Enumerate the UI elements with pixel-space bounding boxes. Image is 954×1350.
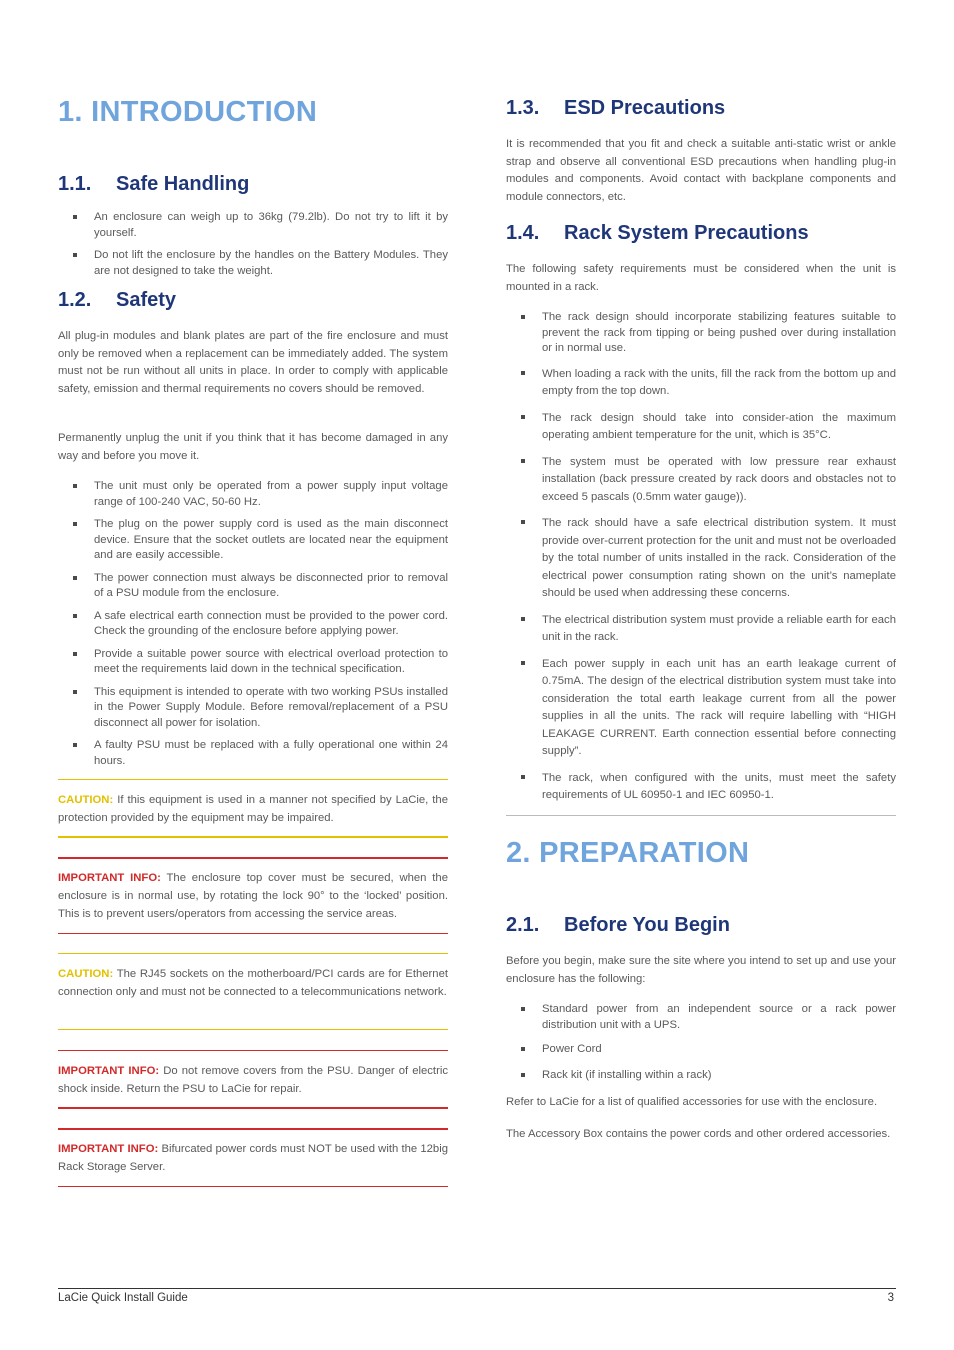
note-text: The enclosure top cover must be secured, when the enclosure is in normal use, by rotating the lock 90° to the ‘locked’ position. This is to prevent users/operators from accessing the service areas. xyxy=(58,872,448,920)
bullet-icon xyxy=(521,775,525,779)
heading-number: 1.3. xyxy=(506,97,540,119)
heading-number: 1.2. xyxy=(58,289,92,311)
bullet-icon xyxy=(521,415,525,419)
bullet-icon xyxy=(521,520,525,524)
bullet-icon xyxy=(73,215,77,219)
important-label: IMPORTANT INFO: xyxy=(58,1143,159,1155)
caution-note xyxy=(58,965,448,1001)
bullet-icon xyxy=(73,253,77,257)
important-note xyxy=(58,1140,448,1176)
list-item: Each power supply in each unit has an earth leakage current of 0.75mA. The design of the electrical distribution system must take into consideration the total earth leakage current from all the power supplies in all the units. The rack will require labelling with “HIGH LEAKAGE CURRENT. Earth connection essential before connecting supply”. xyxy=(506,656,896,761)
important-rule xyxy=(58,1128,448,1130)
heading-safe-handling xyxy=(58,173,249,196)
heading-number: 2.1. xyxy=(506,914,540,936)
caution-label: CAUTION: xyxy=(58,794,114,806)
list-item: A faulty PSU must be replaced with a fully operational one within 24 hours. xyxy=(58,738,448,769)
heading-text: Safe Handling xyxy=(116,173,250,195)
bullet-icon xyxy=(73,576,77,580)
bullet-icon xyxy=(521,459,525,463)
bullet-icon xyxy=(521,617,525,621)
list-item: The electrical distribution system must provide a reliable earth for each unit in the rack. xyxy=(506,612,896,647)
list-item: An enclosure can weigh up to 36kg (79.2lb). Do not try to lift it by yourself. xyxy=(58,210,448,241)
bullet-icon xyxy=(521,1047,525,1051)
important-label: IMPORTANT INFO: xyxy=(58,872,161,884)
note-text: Bifurcated power cords must NOT be used with the 12big Rack Storage Server. xyxy=(58,1143,448,1173)
caution-rule xyxy=(58,836,448,838)
list-item: Rack kit (if installing within a rack) xyxy=(506,1068,896,1084)
important-rule xyxy=(58,933,448,934)
heading-text: Rack System Precautions xyxy=(564,222,809,244)
footer-title: LaCie Quick Install Guide xyxy=(58,1292,188,1304)
heading-safety xyxy=(58,289,176,312)
heading-text: Safety xyxy=(116,289,177,311)
note-text: If this equipment is used in a manner not specified by LaCie, the protection provided by the equipment may be impaired. xyxy=(58,794,448,824)
heading-number: 1.1. xyxy=(58,173,92,195)
important-rule xyxy=(58,1186,448,1187)
heading-number: 1.4. xyxy=(506,222,540,244)
safety-list xyxy=(58,479,448,769)
esd-paragraph: It is recommended that you fit and check a suitable anti-static wrist or ankle strap and observe all conventional ESD precautions when handling plug-in modules and components. Avoid contact with backplane components and module connectors, etc. xyxy=(506,138,896,203)
section-divider xyxy=(506,815,896,816)
bullet-icon xyxy=(521,1007,525,1011)
bullet-icon xyxy=(521,371,525,375)
list-item: The rack, when configured with the units, must meet the safety requirements of UL 60950-1 and IEC 60950-1. xyxy=(506,770,896,805)
list-item: A safe electrical earth connection must be provided to the power cord. Check the grounding of the enclosure before applying power. xyxy=(58,609,448,640)
bullet-icon xyxy=(521,661,525,665)
note-text: The RJ45 sockets on the motherboard/PCI cards are for Ethernet connection only and must not be connected to a telecommunications network. xyxy=(58,968,448,998)
list-item: This equipment is intended to operate with two working PSUs installed in the Power Supply Module. Before removal/replacement of a PSU disconnect all power for isolation. xyxy=(58,685,448,732)
bullet-icon xyxy=(73,652,77,656)
bullet-icon xyxy=(521,315,525,319)
heading-rack-system-precautions xyxy=(506,222,809,245)
caution-note xyxy=(58,791,448,827)
before-paragraph: Before you begin, make sure the site where you intend to set up and use your enclosure has the following: xyxy=(506,955,896,985)
list-item: The system must be operated with low pressure rear exhaust installation (back pressure created by rack doors and obstacles not to exceed 5 pascals (0.5mm water gauge)). xyxy=(506,454,896,507)
footer-rule xyxy=(58,1288,896,1289)
important-rule xyxy=(58,1107,448,1109)
rack-paragraph: The following safety requirements must be considered when the unit is mounted in a rack. xyxy=(506,263,896,293)
list-item: The rack should have a safe electrical distribution system. It must provide over-current protection for the unit and must not be overloaded by the total number of units installed in the rack. Consideration of the electrical power consumption rating shown on the unit’s nameplate should be used when addressing these concerns. xyxy=(506,515,896,603)
bullet-icon xyxy=(521,1073,525,1077)
before-paragraph-2: Refer to LaCie for a list of qualified accessories for use with the enclosure. xyxy=(506,1096,878,1108)
page-number: 3 xyxy=(887,1292,894,1304)
heading-text: Before You Begin xyxy=(564,914,730,936)
list-item: The plug on the power supply cord is used as the main disconnect device. Ensure that the socket outlets are located near the equipment and are easily accessible. xyxy=(58,517,448,564)
bullet-icon xyxy=(73,690,77,694)
section-title-introduction: 1. INTRODUCTION xyxy=(58,96,318,128)
list-item: The unit must only be operated from a power supply input voltage range of 100-240 VAC, 50-60 Hz. xyxy=(58,479,448,510)
rack-list xyxy=(506,310,896,805)
safety-paragraph-2: Permanently unplug the unit if you think that it has become damaged in any way and before you move it. xyxy=(58,432,448,462)
heading-text: ESD Precautions xyxy=(564,97,726,119)
bullet-icon xyxy=(73,484,77,488)
bullet-icon xyxy=(73,614,77,618)
list-item: The rack design should incorporate stabilizing features suitable to prevent the rack from tipping or being pushed over during installation or in normal use. xyxy=(506,310,896,357)
caution-rule xyxy=(58,779,448,780)
heading-before-you-begin xyxy=(506,914,730,937)
important-note xyxy=(58,869,448,923)
caution-label: CAUTION: xyxy=(58,968,114,980)
before-paragraph-3: The Accessory Box contains the power cords and other ordered accessories. xyxy=(506,1128,891,1140)
important-note xyxy=(58,1062,448,1098)
safety-paragraph-1: All plug-in modules and blank plates are part of the fire enclosure and must only be removed when a replacement can be immediately added. The system must not be run without all units in place. In order to comply with applicable safety, emission and thermal requirements no covers should be removed. xyxy=(58,330,448,395)
safe-handling-list xyxy=(58,210,448,279)
important-rule xyxy=(58,1050,448,1051)
list-item: Do not lift the enclosure by the handles on the Battery Modules. They are not designed to take the weight. xyxy=(58,248,448,279)
bullet-icon xyxy=(73,522,77,526)
important-label: IMPORTANT INFO: xyxy=(58,1065,160,1077)
caution-rule xyxy=(58,1029,448,1030)
heading-esd-precautions xyxy=(506,97,725,120)
before-list xyxy=(506,1002,896,1083)
important-rule xyxy=(58,857,448,859)
list-item: When loading a rack with the units, fill the rack from the bottom up and empty from the top down. xyxy=(506,366,896,401)
bullet-icon xyxy=(73,743,77,747)
list-item: Provide a suitable power source with electrical overload protection to meet the requirements laid down in the technical specification. xyxy=(58,647,448,678)
list-item: Power Cord xyxy=(506,1042,896,1058)
section-title-preparation: 2. PREPARATION xyxy=(506,837,750,869)
caution-rule xyxy=(58,953,448,954)
note-text: Do not remove covers from the PSU. Danger of electric shock inside. Return the PSU to LaCie for repair. xyxy=(58,1065,448,1095)
list-item: Standard power from an independent source or a rack power distribution unit with a UPS. xyxy=(506,1002,896,1033)
list-item: The rack design should take into consider-ation the maximum operating ambient temperature for the unit, which is 35°C. xyxy=(506,410,896,445)
list-item: The power connection must always be disconnected prior to removal of a PSU module from the enclosure. xyxy=(58,571,448,602)
